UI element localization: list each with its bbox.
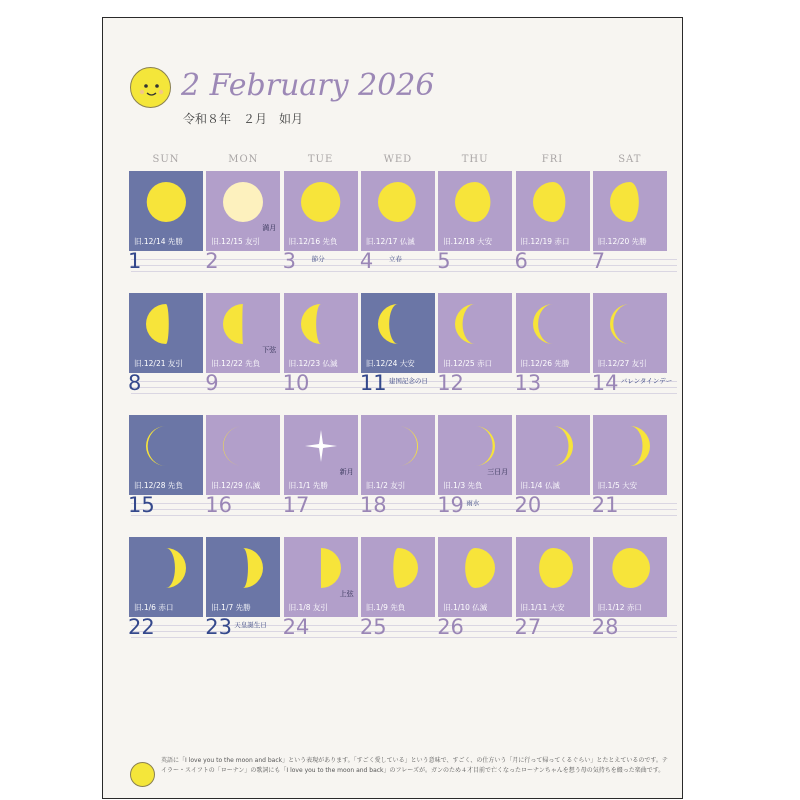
moon-phase-panel (206, 293, 280, 373)
day-cell (128, 537, 203, 639)
moon-phase-icon (220, 423, 266, 469)
day-cell (128, 415, 203, 517)
day-cell (282, 293, 358, 395)
lunar-date-label: 旧.12/18 大安 (443, 237, 493, 246)
lunar-date-label: 旧.1/7 先勝 (211, 603, 251, 612)
day-cell (205, 171, 280, 273)
lunar-date-label: 旧.12/14 先勝 (134, 237, 183, 246)
day-number: 27 (514, 615, 542, 639)
moon-phase-icon (530, 301, 576, 347)
moon-phase-icon (530, 423, 576, 469)
day-number: 23 (205, 615, 233, 639)
moon-phase-icon (143, 545, 189, 591)
moon-phase-panel (361, 171, 435, 251)
moon-phase-panel (284, 171, 358, 251)
moon-phase-icon (298, 301, 344, 347)
lunar-date-label: 旧.1/10 仏滅 (443, 603, 488, 612)
day-number: 24 (282, 615, 310, 639)
footer-note: 英語に「I love you to the moon and back」という表現があります。「すごく愛している」という意味で、すごく、の仕方いう「月に行って帰ってくるぐらい」とたとえているのです。テイラー・スイフトの「ローナン」の歌詞にも「I love you to the moon and back」のフレーズが。ガンのため４才目前で亡くなったローナンちゃんを想う母の気持ちを綴った楽曲です。 (161, 757, 668, 774)
day-number: 9 (205, 371, 219, 395)
day-number: 7 (591, 249, 606, 273)
moon-phase-panel (516, 537, 590, 617)
day-number: 13 (514, 371, 542, 395)
moon-phase-panel (129, 537, 203, 617)
moon-phase-icon (607, 545, 653, 591)
day-number: 4 (359, 249, 374, 273)
day-cell (359, 415, 435, 517)
moon-phase-icon (298, 545, 344, 591)
day-number: 12 (437, 371, 464, 395)
moon-phase-panel (438, 415, 512, 495)
weekday-label: FRI (541, 154, 564, 165)
day-number: 28 (591, 615, 619, 639)
weekday-label: MON (228, 154, 259, 165)
moon-phase-panel (361, 293, 435, 373)
day-number: 20 (514, 493, 542, 517)
day-cell (359, 293, 435, 395)
weekday-label: TUE (307, 154, 334, 165)
lunar-date-label: 旧.12/29 仏滅 (211, 481, 261, 490)
calendar-page (102, 17, 683, 799)
day-cell (591, 171, 667, 273)
day-cell (437, 171, 512, 273)
day-number: 11 (359, 371, 387, 395)
moon-phase-icon (143, 423, 189, 469)
moon-phase-icon (607, 301, 653, 347)
day-event-label: 天皇誕生日 (234, 621, 267, 629)
moon-phase-icon (530, 179, 576, 225)
lunar-date-label: 旧.12/21 友引 (134, 359, 183, 368)
day-number: 3 (282, 249, 296, 273)
day-number: 26 (437, 615, 464, 639)
day-event-label: バレンタインデー (620, 377, 673, 385)
moon-phase-icon (452, 545, 498, 591)
day-event-label: 建国記念の日 (388, 377, 428, 385)
lunar-date-label: 旧.1/4 仏滅 (520, 481, 560, 490)
lunar-date-label: 旧.12/15 友引 (211, 237, 261, 246)
moon-phase-panel (593, 537, 667, 617)
lunar-date-label: 旧.1/3 先負 (443, 481, 483, 490)
lunar-date-label: 旧.12/28 先負 (134, 481, 183, 490)
moon-phase-icon (607, 179, 653, 225)
day-cell (514, 537, 590, 639)
moon-phase-panel (438, 171, 512, 251)
moon-phase-panel (361, 415, 435, 495)
moon-phase-icon (143, 301, 189, 347)
weekday-label: THU (461, 154, 489, 165)
day-number: 14 (591, 371, 619, 395)
lunar-date-label: 旧.1/6 赤口 (134, 603, 174, 612)
lunar-date-label: 旧.12/22 先負 (211, 359, 261, 368)
moon-phase-icon (375, 423, 421, 469)
lunar-date-label: 旧.1/1 先勝 (288, 481, 328, 490)
moon-phase-icon (220, 545, 266, 591)
moon-phase-icon (143, 179, 189, 225)
moon-phase-icon (375, 545, 421, 591)
moon-phase-icon (375, 179, 421, 225)
day-cell (128, 171, 203, 273)
moon-phase-panel (593, 415, 667, 495)
full-moon-icon (220, 179, 266, 225)
day-number: 19 (437, 493, 464, 517)
day-number: 5 (437, 249, 451, 273)
day-cell (591, 293, 673, 395)
japanese-era-date: 令和８年 ２月 如月 (183, 112, 304, 126)
lunar-date-label: 旧.1/5 大安 (597, 481, 638, 490)
day-cell (205, 537, 280, 639)
day-number: 21 (591, 493, 619, 517)
moon-phase-panel (438, 537, 512, 617)
lunar-date-label: 旧.1/12 赤口 (597, 603, 642, 612)
day-cell (591, 415, 667, 517)
moon-phase-icon (452, 301, 498, 347)
moon-phase-panel (129, 171, 203, 251)
day-cell (205, 415, 280, 517)
moon-event-label: 三日月 (487, 468, 509, 476)
moon-mascot-icon (130, 67, 171, 108)
lunar-date-label: 旧.12/20 先勝 (597, 237, 647, 246)
day-cell (359, 537, 435, 639)
moon-phase-panel (206, 171, 280, 251)
day-number: 16 (205, 493, 233, 517)
lunar-date-label: 旧.1/2 友引 (365, 481, 406, 490)
day-number: 1 (128, 249, 142, 273)
day-number: 17 (282, 493, 310, 517)
moon-phase-panel (438, 293, 512, 373)
day-event-label: 立春 (388, 255, 402, 263)
day-number: 8 (128, 371, 142, 395)
day-cell (514, 415, 590, 517)
day-event-label: 雨水 (466, 499, 480, 507)
day-cell (514, 171, 590, 273)
moon-event-label: 満月 (262, 224, 277, 232)
day-number: 15 (128, 493, 155, 517)
day-cell (514, 293, 590, 395)
lunar-date-label: 旧.12/24 大安 (365, 359, 415, 368)
moon-phase-panel (516, 415, 590, 495)
new-moon-sparkle-icon (298, 423, 344, 469)
moon-phase-icon (452, 179, 498, 225)
day-number: 22 (128, 615, 155, 639)
weekday-label: SAT (618, 154, 642, 165)
day-number: 2 (205, 249, 219, 273)
day-cell (282, 415, 358, 517)
moon-phase-icon (220, 301, 266, 347)
moon-phase-icon (530, 545, 576, 591)
day-cell (282, 171, 358, 273)
moon-phase-panel (593, 293, 667, 373)
moon-phase-panel (516, 171, 590, 251)
moon-phase-panel (129, 293, 203, 373)
moon-phase-panel (206, 415, 280, 495)
day-cell (282, 537, 358, 639)
moon-phase-panel (593, 171, 667, 251)
day-number: 25 (359, 615, 387, 639)
moon-phase-panel (129, 415, 203, 495)
day-number: 10 (282, 371, 310, 395)
day-number: 6 (514, 249, 528, 273)
moon-phase-icon (298, 179, 344, 225)
lunar-date-label: 旧.1/11 大安 (520, 603, 565, 612)
lunar-date-label: 旧.12/27 友引 (597, 359, 647, 368)
weekday-label: SUN (152, 154, 180, 165)
moon-phase-panel (284, 293, 358, 373)
day-cell (128, 293, 203, 395)
day-cell (437, 537, 512, 639)
day-cell (205, 293, 280, 395)
lunar-date-label: 旧.12/19 赤口 (520, 237, 570, 246)
day-cell (437, 415, 512, 517)
footer-moon-icon (130, 762, 155, 787)
moon-event-label: 下弦 (262, 346, 277, 354)
lunar-date-label: 旧.12/23 仏滅 (288, 359, 338, 368)
moon-phase-panel (284, 537, 358, 617)
day-cell (591, 537, 667, 639)
day-cell (437, 293, 512, 395)
moon-phase-panel (516, 293, 590, 373)
moon-phase-icon (452, 423, 498, 469)
moon-phase-icon (375, 301, 421, 347)
lunar-date-label: 旧.1/8 友引 (288, 603, 328, 612)
lunar-date-label: 旧.12/26 先勝 (520, 359, 570, 368)
lunar-date-label: 旧.12/16 先負 (288, 237, 338, 246)
lunar-date-label: 旧.1/9 先負 (365, 603, 406, 612)
moon-phase-panel (206, 537, 280, 617)
day-cell (359, 171, 435, 273)
lunar-date-label: 旧.12/17 仏滅 (365, 237, 415, 246)
moon-phase-panel (284, 415, 358, 495)
weekday-label: WED (383, 154, 413, 165)
day-number: 18 (359, 493, 387, 517)
lunar-date-label: 旧.12/25 赤口 (443, 359, 493, 368)
page-title: 2 February 2026 (181, 68, 435, 103)
day-event-label: 節分 (311, 255, 325, 263)
moon-event-label: 新月 (339, 468, 354, 476)
moon-phase-panel (361, 537, 435, 617)
moon-phase-icon (607, 423, 653, 469)
moon-event-label: 上弦 (339, 590, 354, 598)
